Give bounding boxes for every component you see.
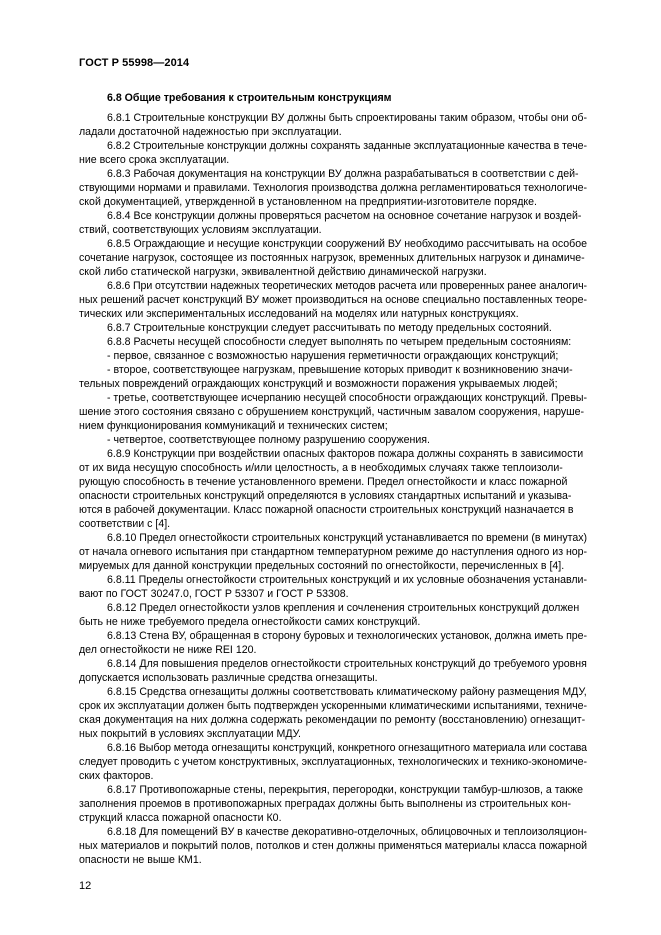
text-line: тельных повреждений ограждающих конструкций и возможности поражения укрываемых людей;	[79, 378, 558, 390]
text-line: ных решений расчет конструкций ВУ может производиться на основе специально поставленных теоре-	[79, 294, 587, 306]
page-content	[79, 91, 587, 867]
text-line: 6.8.6 При отсутствии надежных теоретических методов расчета или проверенных ранее аналогич-	[107, 280, 587, 292]
text-line: быть не ниже требуемого предела огнестойкости самих конструкций.	[79, 616, 421, 628]
text-line: 6.8.16 Выбор метода огнезащиты конструкций, конкретного огнезащитного материала или состава	[107, 742, 587, 754]
text-line: ская документация на них должна содержать рекомендации по ремонту (восстановлению) огнезащит-	[79, 714, 586, 726]
text-line: срок их эксплуатации должен быть подтвержден ускоренными климатическими испытаниями, техниче-	[79, 700, 587, 712]
text-line: соответствии с [4].	[79, 518, 171, 530]
text-line: ской либо статической нагрузки, эквивалентной действию динамической нагрузки.	[79, 266, 487, 278]
text-line: ных покрытий в условиях эксплуатации МДУ.	[79, 728, 301, 740]
text-line: шение этого состояния связано с обрушением конструкций, частичным завалом сооружения, наруше-	[79, 406, 585, 418]
text-line: 6.8.2 Строительные конструкции должны сохранять заданные эксплуатационные качества в тече-	[107, 140, 587, 152]
text-line: - первое, связанное с возможностью нарушения герметичности ограждающих конструкций;	[107, 350, 559, 362]
text-line: сочетание нагрузок, состоящее из постоянных нагрузок, временных длительных нагрузок и динамиче-	[79, 252, 585, 264]
document-header: ГОСТ Р 55998—2014	[79, 57, 190, 69]
text-line: ются в рабочей документации. Класс пожарной опасности строительных конструкций назначается в	[79, 504, 574, 516]
page-number: 12	[79, 880, 92, 892]
text-line: нием функционирования коммуникаций и технических систем;	[79, 420, 388, 432]
text-line: опасности строительных конструкций определяются в условиях стандартных испытаний и указыва-	[79, 490, 572, 502]
text-line: 6.8.4 Все конструкции должны проверяться расчетом на основное сочетание нагрузок и воздей-	[107, 210, 582, 222]
text-line: заполнения проемов в противопожарных преградах должны быть выполнены из строительных кон-	[79, 798, 572, 810]
text-line: от их вида несущую способность и/или целостность, а в необходимых случаях также теплоизоли-	[79, 462, 563, 474]
text-line: 6.8.13 Стена ВУ, обращенная в сторону буровых и технологических установок, должна иметь пре-	[107, 630, 587, 642]
text-line: 6.8.3 Рабочая документация на конструкции ВУ должна разрабатываться в соответствии с дей-	[107, 168, 579, 180]
text-line: 6.8.15 Средства огнезащиты должны соответствовать климатическому району размещения МДУ,	[107, 686, 587, 698]
text-line: 6.8.7 Строительные конструкции следует рассчитывать по методу предельных состояний.	[107, 322, 552, 334]
text-line: допускается использовать различные средства огнезащиты.	[79, 672, 378, 684]
text-line: 6.8.8 Расчеты несущей способности следует выполнять по четырем предельным состояниям:	[107, 336, 572, 348]
text-line: ских факторов.	[79, 770, 154, 782]
text-line: струкций класса пожарной опасности К0.	[79, 812, 282, 824]
text-line: 6.8.14 Для повышения пределов огнестойкости строительных конструкций до требуемого уровня	[107, 658, 587, 670]
text-line: ствующими нормами и правилами. Технология производства должна регламентироваться технологиче-	[79, 182, 587, 194]
text-line: мируемых для данной конструкции предельных состояний по огнестойкости, перечисленных в [4].	[79, 560, 565, 572]
text-line: - второе, соответствующее нагрузкам, превышение которых приводит к возникновению значи-	[107, 364, 573, 376]
text-line: опасности не выше КМ1.	[79, 854, 202, 866]
text-line: тических или экспериментальных исследований на моделях или натурных конструкциях.	[79, 308, 519, 320]
text-line: ных материалов и покрытий полов, потолков и стен должны применяться материалы класса пожарной	[79, 840, 587, 852]
text-line: следует проводить с учетом конструктивных, эксплуатационных, технологических и технико-экономиче-	[79, 756, 587, 768]
text-line: дел огнестойкости не ниже REI 120.	[79, 644, 257, 656]
text-line: ладали достаточной надежностью при эксплуатации.	[79, 126, 342, 138]
section-title: 6.8 Общие требования к строительным конструкциям	[107, 92, 392, 104]
text-line: 6.8.18 Для помещений ВУ в качестве декоративно-отделочных, облицовочных и теплоизоляцион-	[107, 826, 587, 838]
text-line: - четвертое, соответствующее полному разрушению сооружения.	[107, 434, 430, 446]
text-line: от начала огневого испытания при стандартном температурном режиме до наступления одного из нор-	[79, 546, 587, 558]
text-line: 6.8.9 Конструкции при воздействии опасных факторов пожара должны сохранять в зависимости	[107, 448, 584, 460]
text-line: ние всего срока эксплуатации.	[79, 154, 230, 166]
text-line: ствий, соответствующих условиям эксплуатации.	[79, 224, 322, 236]
text-line: 6.8.17 Противопожарные стены, перекрытия, перегородки, конструкции тамбур-шлюзов, а также	[107, 784, 583, 796]
text-line: ской документацией, утвержденной в установленном на предприятии-изготовителе порядке.	[79, 196, 537, 208]
text-line: 6.8.10 Предел огнестойкости строительных конструкций устанавливается по времени (в минутах)	[107, 532, 587, 544]
text-line: вают по ГОСТ 30247.0, ГОСТ Р 53307 и ГОСТ Р 53308.	[79, 588, 349, 600]
text-line: рующую способность в течение установленного времени. Предел огнестойкости и класс пожарной	[79, 476, 568, 488]
text-line: 6.8.1 Строительные конструкции ВУ должны быть спроектированы таким образом, чтобы они об-	[107, 112, 587, 124]
text-line: - третье, соответствующее исчерпанию несущей способности ограждающих конструкций. Превы-	[107, 392, 587, 404]
body-text	[79, 111, 587, 867]
text-line: 6.8.11 Пределы огнестойкости строительных конструкций и их условные обозначения устанавли-	[107, 574, 587, 586]
text-line: 6.8.5 Ограждающие и несущие конструкции сооружений ВУ необходимо рассчитывать на особое	[107, 238, 587, 250]
text-line: 6.8.12 Предел огнестойкости узлов крепления и сочленения строительных конструкций должен	[107, 602, 580, 614]
